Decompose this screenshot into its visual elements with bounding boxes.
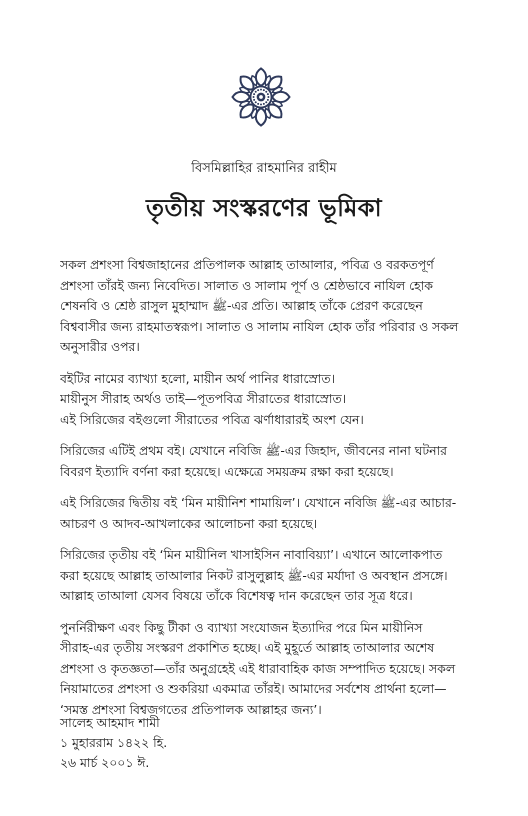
- preface-body: [60, 255, 480, 731]
- text-line: আল্লাহ তাআলা যেসব বিষয়ে তাঁকে বিশেষত্ব দান করেছেন তার সূত্র ধরে।: [60, 588, 413, 603]
- paragraph-2: [60, 369, 480, 431]
- paragraph-1: [60, 255, 480, 358]
- bismillah: বিসমিল্লাহির রাহমানির রাহীম: [191, 161, 337, 176]
- text-line: এই সিরিজের দ্বিতীয় বই ‘মিন মায়ীনিশ শামায়িল’। যেখানে নবিজি ﷺ-এর আচার-: [60, 495, 457, 510]
- author-name: সালেহ আহমাদ শামী: [60, 715, 160, 730]
- paragraph-6: [60, 618, 480, 721]
- text-line: অনুসারীর ওপর।: [60, 339, 140, 354]
- text-line: নিয়ামাতের প্রশংসা ও শুকরিয়া একমাত্র তাঁরই। আমাদের সর্বশেষ প্রার্থনা হলো—: [60, 681, 447, 696]
- text-line: মায়ীনুস সীরাহ অর্থও তাই—পূতপবিত্র সীরাতের ধারাস্রোত।: [60, 391, 347, 406]
- text-line: এই সিরিজের বইগুলো সীরাতের পবিত্র ঝর্ণাধারারই অংশ যেন।: [60, 411, 364, 427]
- text-line: প্রশংসা তাঁরই জন্য নিবেদিত। সালাত ও সালাম পূর্ণ ও শ্রেষ্ঠভাবে নাযিল হোক: [60, 277, 433, 293]
- text-line: সীরাহ-এর তৃতীয় সংস্করণ প্রকাশিত হচ্ছে। এই মুহূর্তে আল্লাহ তাআলার অশেষ: [60, 640, 435, 655]
- text-line: বিশ্ববাসীর জন্য রাহমাতস্বরূপ। সালাত ও সালাম নাযিল হোক তাঁর পরিবার ও সকল: [60, 318, 459, 334]
- text-line: বইটির নামের ব্যাখ্যা হলো, মায়ীন অর্থ পানির ধারাস্রোত।: [60, 370, 336, 386]
- floral-medallion-icon: [230, 66, 292, 128]
- text-line: শেষনবি ও শ্রেষ্ঠ রাসুল মুহাম্মাদ ﷺ-এর প্রতি। আল্লাহ তাঁকে প্রেরণ করেছেন: [60, 298, 423, 313]
- paragraph-4: [60, 493, 480, 534]
- paragraph-5: [60, 545, 480, 607]
- gregorian-date: ২৬ মার্চ ২০০১ ঈ.: [60, 755, 150, 770]
- text-line: প্রশংসা ও কৃতজ্ঞতা—তাঁর অনুগ্রহেই এই ধারাবাহিক কাজ সম্পাদিত হয়েছে। সকল: [60, 660, 456, 676]
- signature-block: [60, 713, 167, 773]
- text-line: বিবরণ ইত্যাদি বর্ণনা করা হয়েছে। এক্ষেত্রে সময়ক্রম রক্ষা করা হয়েছে।: [60, 463, 394, 479]
- text-line: ‘সমস্ত প্রশংসা বিশ্বজগতের প্রতিপালক আল্লাহর জন্য’।: [60, 701, 322, 717]
- page-title: তৃতীয় সংস্করণের ভূমিকা: [145, 193, 383, 222]
- text-line: সকল প্রশংসা বিশ্বজাহানের প্রতিপালক আল্লাহ তাআলার, পবিত্র ও বরকতপূর্ণ: [60, 257, 434, 272]
- text-line: পুনর্নিরীক্ষণ এবং কিছু টীকা ও ব্যাখ্যা সংযোজন ইত্যাদির পরে মিন মায়ীনিস: [60, 619, 423, 635]
- text-line: সিরিজের তৃতীয় বই ‘মিন মায়ীনিল খাসাইসিন নাবাবিয়্যা’। এখানে আলোকপাত: [60, 547, 443, 562]
- text-line: সিরিজের এটিই প্রথম বই। যেখানে নবিজি ﷺ-এর জিহাদ, জীবনের নানা ঘটনার: [60, 443, 447, 458]
- paragraph-3: [60, 441, 480, 482]
- hijri-date: ১ মুহাররাম ১৪২২ হি.: [60, 735, 168, 750]
- text-line: আচরণ ও আদব-আখলাকের আলোচনা করা হয়েছে।: [60, 515, 318, 531]
- text-line: করা হয়েছে আল্লাহ তাআলার নিকট রাসুলুল্লাহ ﷺ-এর মর্যাদা ও অবস্থান প্রসঙ্গে।: [60, 567, 448, 583]
